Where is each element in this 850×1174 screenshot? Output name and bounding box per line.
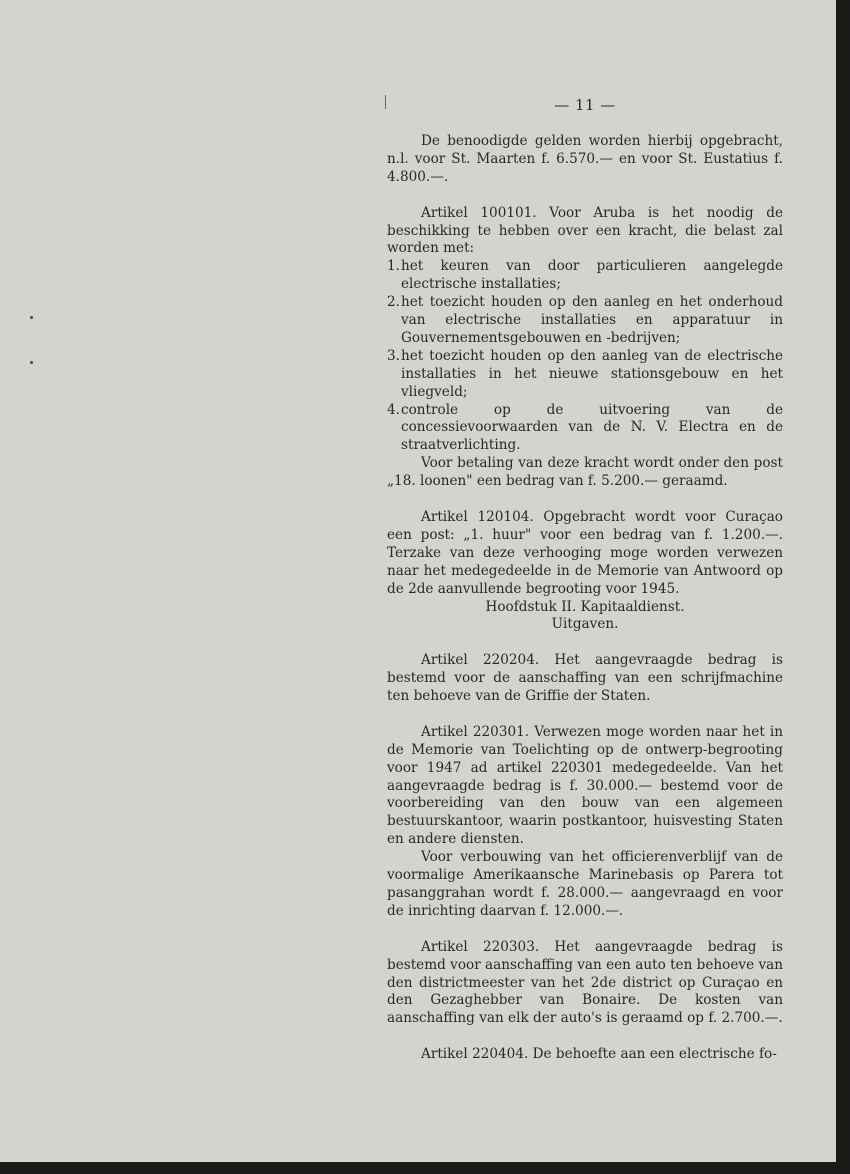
paragraph-artikel-220303: Artikel 220303. Het aangevraagde bedrag is bestemd voor aanschaffing van een auto ten behoeve van den districtmeester van het 2de district op Curaçao en den Gezaghebber van Bonaire. De kosten van aanschaffing van elk der auto's is geraamd op f. 2.700.—. xyxy=(387,938,783,1027)
list-item: 3. het toezicht houden op den aanleg van de electrische installaties in het nieuwe stationsgebouw en het vliegveld; xyxy=(387,347,783,400)
body-text xyxy=(387,133,783,1064)
paragraph-artikel-100101-closing: Voor betaling van deze kracht wordt onder den post „18. loonen" een bedrag van f. 5.200.— geraamd. xyxy=(387,455,783,490)
paragraph-artikel-220204: Artikel 220204. Het aangevraagde bedrag is bestemd voor de aanschaffing van een schrijfmachine ten behoeve van de Griffie der Staten. xyxy=(387,652,783,705)
paragraph-artikel-100101: Artikel 100101. Voor Aruba is het noodig de beschikking te hebben over een kracht, die belast zal worden met: xyxy=(387,204,783,257)
duties-list xyxy=(387,258,783,455)
paragraph-artikel-120104: Artikel 120104. Opgebracht wordt voor Curaçao een post: „1. huur" voor een bedrag van f. 1.200.—. Terzake van deze verhooging moge worden verwezen naar het medegedeelde in de Memorie van Antwoord op de 2de aanvullende begrooting voor 1945. xyxy=(387,509,783,597)
list-item: 2. het toezicht houden op den aanleg en het onderhoud van electrische installaties en apparatuur in Gouvernementsgebouwen en -bedrijven; xyxy=(387,294,783,346)
paragraph-artikel-220404: Artikel 220404. De behoefte aan een electrische fo- xyxy=(421,1046,777,1063)
paragraph-artikel-220301: Artikel 220301. Verwezen moge worden naar het in de Memorie van Toelichting op de ontwerp-begrooting voor 1947 ad artikel 220301 medegedeelde. Van het aangevraagde bedrag is f. 30.000.— bestemd voor de voorbereiding van den bouw van een algemeen bestuurskantoor, waarin postkantoor, huisvesting Staten en andere diensten. xyxy=(387,723,783,848)
paragraph-artikel-220301-cont: Voor verbouwing van het officierenverblijf van de voormalige Amerikaansche Marinebasis op Parera tot pasanggrahan wordt f. 28.000.— aangevraagd en voor de inrichting daarvan f. 12.000.—. xyxy=(387,849,783,919)
chapter-heading: Hoofdstuk II. Kapitaaldienst. xyxy=(485,598,685,615)
list-item: 4. controle op de uitvoering van de concessievoorwaarden van de N. V. Electra en de straatverlichting. xyxy=(387,401,783,454)
list-item: 1. het keuren van door particulieren aangelegde electrische installaties; xyxy=(387,258,783,293)
page-number: — 11 — xyxy=(554,96,616,114)
paragraph-intro: De benoodigde gelden worden hierbij opgebracht, n.l. voor St. Maarten f. 6.570.— en voor St. Eustatius f. 4.800.—. xyxy=(387,133,783,185)
scan-speck xyxy=(30,316,33,319)
scan-speck xyxy=(30,361,33,364)
section-heading: Uitgaven. xyxy=(551,616,619,633)
